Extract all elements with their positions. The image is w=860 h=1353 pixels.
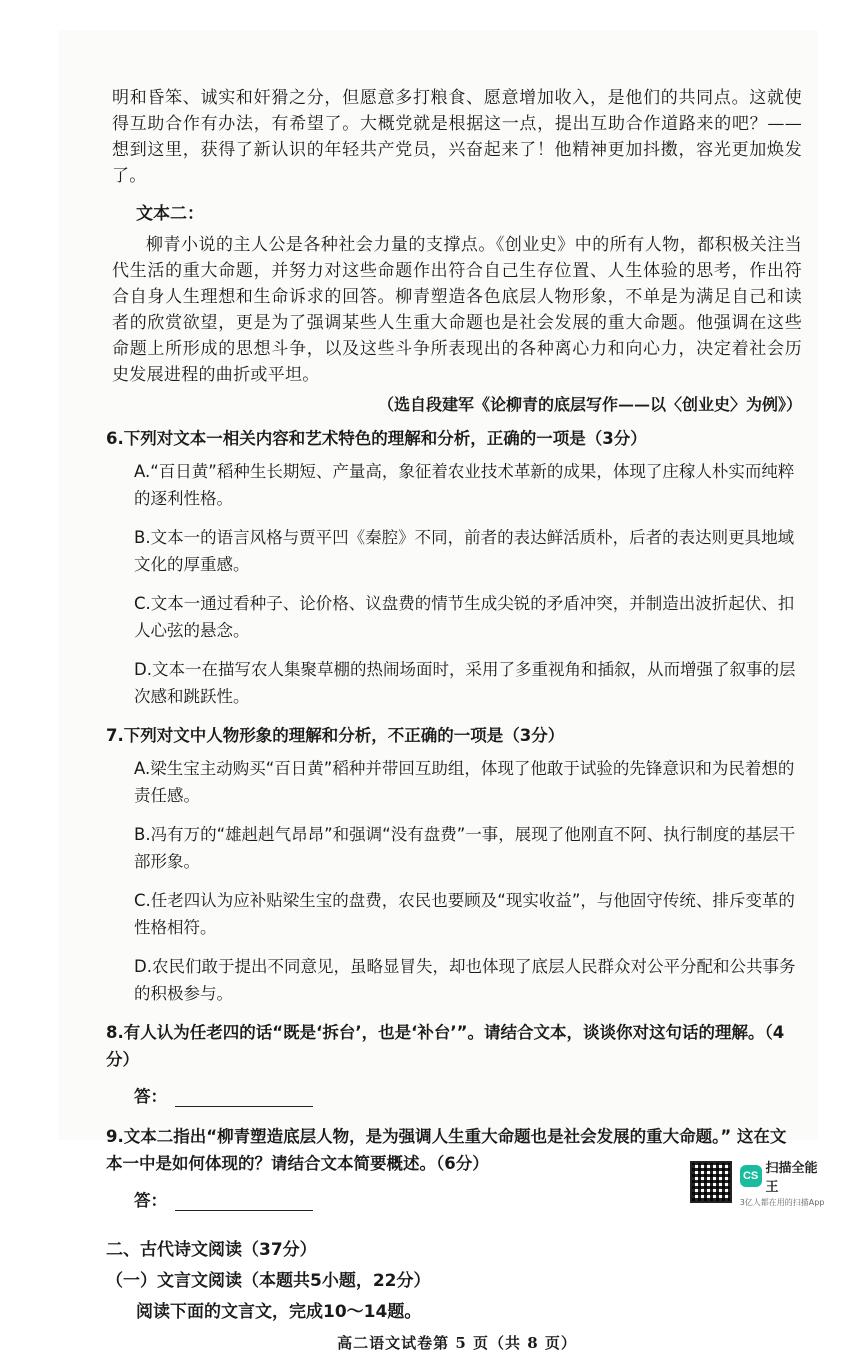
passage-source: （选自段建军《论柳青的底层写作——以〈创业史〉为例》）: [377, 395, 802, 414]
text2-heading: 文本二：: [136, 204, 204, 224]
question-6-option-c: C.文本一通过看种子、论价格、议盘费的情节生成尖锐的矛盾冲突，并制造出波折起伏、扣人心弦的悬念。: [134, 594, 795, 640]
question-8-stem: 8.有人认为任老四的话“既是‘拆台’，也是‘补台’”。请结合文本，谈谈你对这句话的理解。（4分）: [106, 1023, 785, 1069]
question-7-option-a: A.梁生宝主动购买“百日黄”稻种并带回互助组，体现了他敢于试验的先锋意识和为民着想的责任感。: [134, 759, 795, 805]
answer-line: [175, 1090, 313, 1107]
qr-code-icon: [690, 1161, 732, 1203]
question-7-option-d: D.农民们敢于提出不同意见，虽略显冒失，却也体现了底层人民群众对公平分配和公共事务的积极参与。: [134, 957, 796, 1003]
passage-paragraph-1: 明和昏笨、诚实和奸猾之分，但愿意多打粮食、愿意增加收入，是他们的共同点。这就使得互助合作有办法，有希望了。大概党就是根据这一点，提出互助合作道路来的吧？——想到这里，获得了新认识的年轻共产党员，兴奋起来了！他精神更加抖擞，容光更加焕发了。: [112, 88, 802, 186]
question-6-option-b: B.文本一的语言风格与贾平凹《秦腔》不同，前者的表达鲜活质朴，后者的表达则更具地域文化的厚重感。: [134, 528, 795, 574]
scanner-watermark: [690, 1160, 830, 1207]
watermark-text: [740, 1157, 830, 1208]
question-8-answer: [134, 1083, 802, 1107]
section-2-intro: 阅读下面的文言文，完成10～14题。: [136, 1302, 422, 1322]
question-6-stem: 6.下列对文本一相关内容和艺术特色的理解和分析，正确的一项是（3分）: [106, 429, 647, 448]
answer-line: [175, 1194, 313, 1211]
cs-logo-icon: CS: [740, 1165, 762, 1187]
answer-label: 答：: [134, 1191, 167, 1210]
question-6-option-d: D.文本一在描写农人集聚草棚的热闹场面时，采用了多重视角和插叙，从而增强了叙事的层次感和跳跃性。: [134, 660, 796, 706]
watermark-subtitle: 3亿人都在用的扫描App: [739, 1197, 825, 1207]
page-footer: 高二语文试卷第 5 页（共 8 页）: [337, 1334, 577, 1352]
answer-label: 答：: [134, 1087, 167, 1106]
question-9-stem: 9.文本二指出“柳青塑造底层人物，是为强调人生重大命题也是社会发展的重大命题。” 这在文本一中是如何体现的？请结合文本简要概述。（6分）: [106, 1127, 787, 1173]
section-2-subtitle: （一）文言文阅读（本题共5小题，22分）: [106, 1271, 431, 1291]
passage-paragraph-2: 柳青小说的主人公是各种社会力量的支撑点。《创业史》中的所有人物，都积极关注当代生活的重大命题，并努力对这些命题作出符合自己生存位置、人生体验的思考，作出符合自身人生理想和生命诉求的回答。柳青塑造各色底层人物形象，不单是为满足自己和读者的欣赏欲望，更是为了强调某些人生重大命题也是社会发展的重大命题。他强调在这些命题上所形成的思想斗争，以及这些斗争所表现出的各种离心力和向心力，决定着社会历史发展进程的曲折或平坦。: [112, 235, 802, 385]
section-2-title: 二、古代诗文阅读（37分）: [106, 1240, 317, 1260]
question-6-option-a: A.“百日黄”稻种生长期短、产量高，象征着农业技术革新的成果，体现了庄稼人朴实而纯粹的逐利性格。: [134, 462, 795, 508]
question-7-option-c: C.任老四认为应补贴梁生宝的盘费，农民也要顾及“现实收益”，与他固守传统、排斥变革的性格相符。: [134, 891, 795, 937]
question-7-option-b: B.冯有万的“雄赳赳气昂昂”和强调“没有盘费”一事，展现了他刚直不阿、执行制度的基层干部形象。: [134, 825, 796, 871]
watermark-title: 扫描全能王: [765, 1160, 818, 1195]
question-7-stem: 7.下列对文中人物形象的理解和分析，不正确的一项是（3分）: [106, 726, 565, 745]
